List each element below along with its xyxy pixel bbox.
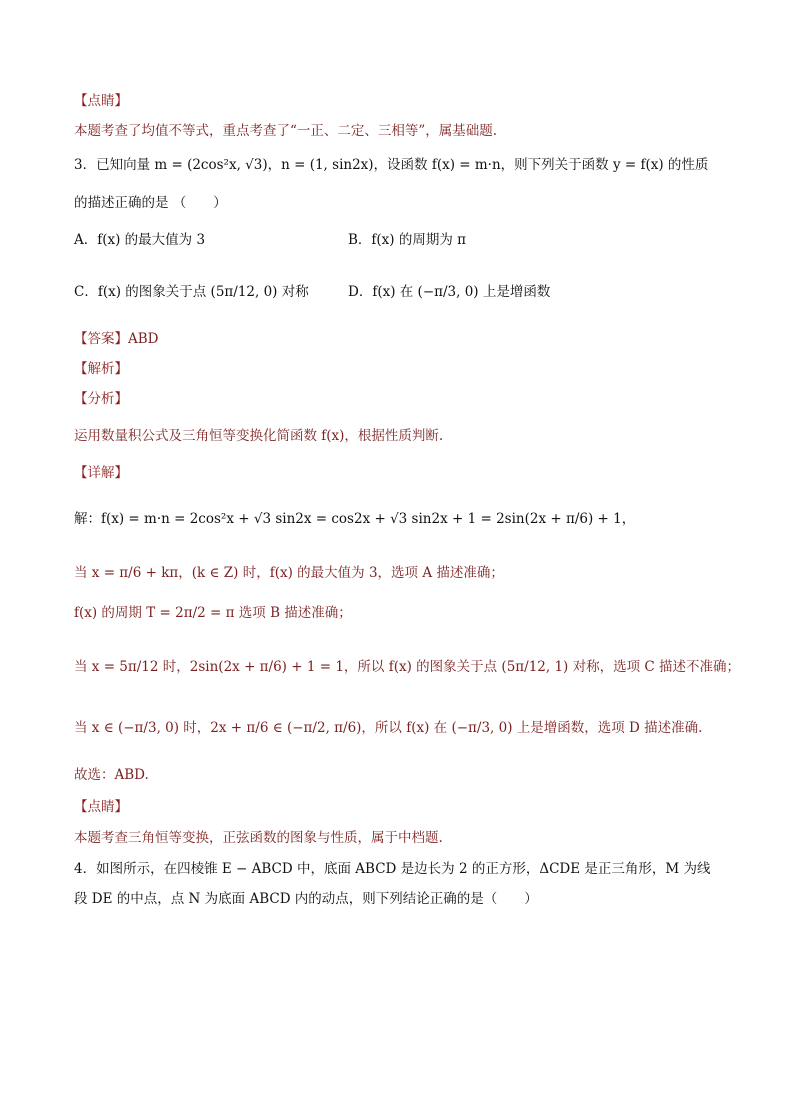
dianjing-text-2: 本题考查三角恒等变换，正弦函数的图象与性质，属于中档题. [74,830,443,846]
fenxi-label: 【分析】 [74,391,128,407]
dianjing-text-1: 本题考查了均值不等式，重点考查了“一正、二定、三相等”，属基础题. [74,123,498,139]
final-choice: 故选：ABD. [74,767,149,783]
answer-row [74,329,159,349]
option-a: A．f(x) 的最大值为 3 [74,232,206,248]
solution-line-4: 当 x = 5π/12 时，2sin(2x + π/6) + 1 = 1，所以 f(x) 的图象关于点 (5π/12, 1) 对称，选项 C 描述不准确； [74,659,741,675]
jiexi-label: 【解析】 [74,361,128,377]
question-4-stem-line1: 4．如图所示，在四棱锥 E − ABCD 中，底面 ABCD 是边长为 2 的正方形，ΔCDE 是正三角形，M 为线 [74,861,711,877]
dianjing-label-2: 【点睛】 [74,799,128,815]
fenxi-text: 运用数量积公式及三角恒等变换化简函数 f(x)，根据性质判断. [74,428,444,444]
solution-line-1: 解：f(x) = m·n = 2cos²x + √3 sin2x = cos2x + √3 sin2x + 1 = 2sin(2x + π/6) + 1， [74,511,636,527]
answer-label: 【答案】 [74,331,128,347]
solution-line-2: 当 x = π/6 + kπ，(k ∈ Z) 时，f(x) 的最大值为 3，选项 A 描述准确； [74,565,504,581]
question-3-stem-line1: 3．已知向量 m = (2cos²x, √3)，n = (1, sin2x)，设函数 f(x) = m·n，则下列关于函数 y = f(x) 的性质 [74,157,709,173]
xiangjie-label: 【详解】 [74,465,128,481]
question-4-stem-line2: 段 DE 的中点，点 N 为底面 ABCD 内的动点，则下列结论正确的是（ ） [74,891,538,907]
option-b: B．f(x) 的周期为 π [348,232,467,248]
solution-line-3: f(x) 的周期 T = 2π/2 = π 选项 B 描述准确； [74,605,352,621]
option-d: D．f(x) 在 (−π/3, 0) 上是增函数 [348,284,551,300]
answer-value: ABD [128,331,159,347]
dianjing-label-1: 【点睛】 [74,93,128,109]
option-c: C．f(x) 的图象关于点 (5π/12, 0) 对称 [74,284,309,300]
question-3-stem-line2: 的描述正确的是 （ ） [74,195,227,211]
solution-line-5: 当 x ∈ (−π/3, 0) 时，2x + π/6 ∈ (−π/2, π/6)，所以 f(x) 在 (−π/3, 0) 上是增函数，选项 D 描述准确. [74,720,703,736]
